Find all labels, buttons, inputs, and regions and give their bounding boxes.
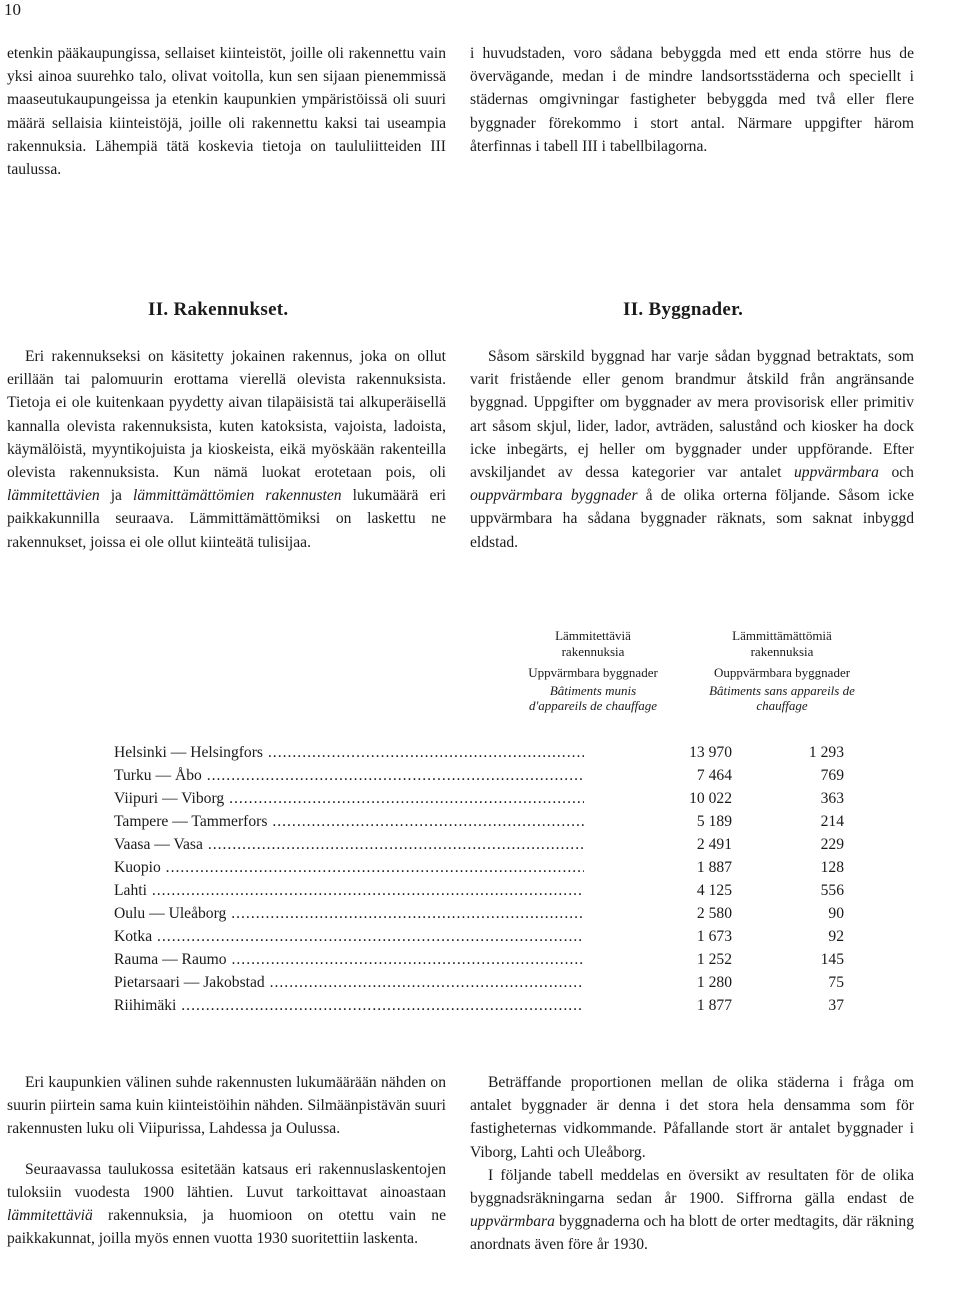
- table-header-heated: Lämmitettäviä rakennuksia Uppvärmbara byggnader Bâtiments munis d'appareils de chauffage: [528, 628, 658, 713]
- table-row: Rauma — Raumo ..... 1 252 145: [114, 951, 844, 974]
- emphasis-heated-bottom: lämmitettäviä: [7, 1207, 93, 1225]
- section-paragraph-finnish: Eri rakennukseksi on käsitetty jokainen rakennus, joka on ollut erillään tai palomuurin erottama vierellä olevista rakennuksista. Tietoja ei ole kuitenkaan pyydetty aivan tilapäisistä tai alkuperäisellä kannalla olevista rakennuksista, kuten katoksista, vajoista, ladoista, käymälöistä, myyntikojuista ja kioskeista, eikä myöskään rakenteilla olevista rakennuksista. Kun nämä luokat erotetaan pois, oli lämmitettävien ja lämmittämättömien rakennusten lukumäärä eri paikkakunnilla seuraava. Lämmittämättömiksi on laskettu ne rakennukset, joissa ei ole ollut kiinteätä tulisijaa.: [7, 348, 446, 551]
- top-left-paragraph: etenkin pääkaupungissa, sellaiset kiinteistöt, joille oli rakennettu vain yksi ainoa suurehko talo, olivat voitolla, kun sen sijaan pienemmissä maaseutukaupungeissa ja etenkin kaupunkien ympäristöissä oli suuri määrä sellaisia kiinteistöjä, joille oli rakennettu kaksi tai useampia rakennuksia. Lähempiä tätä koskevia tietoja on taululiitteiden III taulussa.: [7, 45, 446, 179]
- table-row: Viipuri — Viborg ..... 10 022 363: [114, 790, 844, 813]
- table-row: Lahti ..... 4 125 556: [114, 882, 844, 905]
- table-row: Vaasa — Vasa ..... 2 491 229: [114, 836, 844, 859]
- emphasis-unheated-sv: ouppvärmbara byggnader: [470, 487, 638, 505]
- table-row: Pietarsaari — Jakobstad ..... 1 280 75: [114, 974, 844, 997]
- table-row: Oulu — Uleåborg ..... 2 580 90: [114, 905, 844, 928]
- bottom-paragraphs-finnish: Eri kaupunkien välinen suhde rakennusten lukumäärään nähden on suurin piirtein sama kuin kiinteistöihin nähden. Silmäänpistävän suuri rakennusten luku oli Viipurissa, Lahdessa ja Oulussa. Seuraavassa taulukossa esitetään katsaus eri rakennuslaskentojen tuloksiin vuodesta 1900 lähtien. Luvut tarkoittavat ainoastaan lämmitettäviä rakennuksia, ja huomioon on otettu vain ne paikkakunnat, joilla myös ennen vuotta 1930 suoritettiin laskenta.: [7, 1074, 446, 1248]
- emphasis-heated: lämmitettävien: [7, 487, 100, 505]
- top-right-paragraph: i huvudstaden, voro sådana bebyggda med ett enda större hus de övervägande, medan i de mindre landsortsstäderna och speciellt i städernas omgivningar fastigheter bebyggda med två eller flere byggnader förekommo i stort antal. Närmare uppgifter härom återfinnas i tabell III i tabellbilagorna.: [470, 45, 914, 155]
- table-row: Riihimäki ..... 1 877 37: [114, 997, 844, 1020]
- section-paragraph-swedish: Såsom särskild byggnad har varje sådan byggnad betraktats, som varit fristående eller genom brandmur åtskild från angränsande byggnad. Uppgifter om byggnader av mera provisorisk eller primitiv art såsom skjul, lider, lador, avträden, salustånd och kiosker ha dock icke inbegärts, ej heller om byggnader under uppförande. Efter avskiljandet av dessa kategorier var antalet uppvärmbara och ouppvärmbara byggnader å de olika orterna följande. Såsom icke uppvärmbara ha sådana byggnader räknats, som saknat inbyggd eldstad.: [470, 348, 914, 551]
- page-number: 10: [4, 0, 21, 19]
- emphasis-heated-bottom-sv: uppvärmbara: [470, 1213, 555, 1231]
- emphasis-heated-sv: uppvärmbara: [793, 464, 879, 482]
- bottom-paragraphs-swedish: Beträffande proportionen mellan de olika städerna i fråga om antalet byggnader är denna i det stora hela densamma som för fastigheternas vidkommande. Påfallande stort är antalet byggnader i Viborg, Lahti och Uleåborg. I följande tabell meddelas en översikt av resultaten för de olika byggnadsräkningarna sedan år 1900. Siffrorna gälla endast de uppvärmbara byggnaderna och ha blott de orter medtagits, där räkning anordnats även före år 1930.: [470, 1074, 914, 1254]
- table-row: Kuopio ..... 1 887 128: [114, 859, 844, 882]
- table-row: Tampere — Tammerfors ..... 5 189 214: [114, 813, 844, 836]
- table-header-unheated: Lämmittämättömiä rakennuksia Ouppvärmbara byggnader Bâtiments sans appareils de chauffage: [709, 628, 855, 713]
- emphasis-unheated: lämmittämättömien rakennusten: [133, 487, 342, 505]
- table-row: Turku — Åbo ..... 7 464 769: [114, 767, 844, 790]
- heading-finnish: II. Rakennukset.: [148, 299, 289, 320]
- heading-swedish: II. Byggnader.: [623, 299, 744, 320]
- table-row: Kotka ..... 1 673 92: [114, 928, 844, 951]
- table-row: Helsinki — Helsingfors ..... 13 970 1 293: [114, 744, 844, 767]
